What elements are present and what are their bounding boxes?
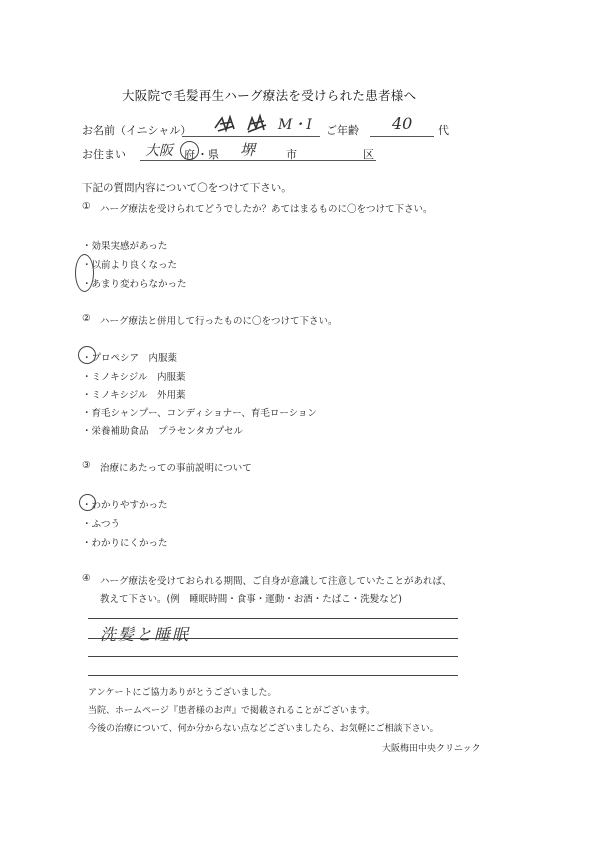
answer-line bbox=[88, 618, 458, 619]
answer-line bbox=[88, 638, 458, 639]
age-underline bbox=[370, 136, 434, 137]
clinic-name: 大阪梅田中央クリニック bbox=[382, 744, 481, 754]
q4-text-line1: ハーグ療法を受けておられる期間、ご自身が意識して注意していたことがあれば、 bbox=[100, 576, 452, 587]
page-title: 大阪院で毛髪再生ハーグ療法を受けられた患者様へ bbox=[122, 88, 417, 103]
q2-selection-circle bbox=[78, 346, 96, 364]
instruction-text: 下記の質問内容について〇をつけて下さい。 bbox=[82, 182, 292, 194]
name-underline bbox=[182, 136, 320, 137]
q4-answer: 洗髪と睡眠 bbox=[100, 625, 191, 644]
age-value: 40 bbox=[392, 114, 413, 133]
q3-option: ・わかりやすかった bbox=[82, 500, 168, 511]
prefecture-ken: ・県 bbox=[197, 148, 219, 161]
q1-number: ① bbox=[82, 201, 91, 212]
q2-option: ・育毛シャンプー、コンディショナー、育毛ローション bbox=[82, 408, 317, 419]
prefecture-fu: 府 bbox=[184, 148, 195, 161]
q1-text: ハーグ療法を受けられてどうでしたか？あてはまるものに〇をつけて下さい。 bbox=[100, 204, 433, 215]
address-city: 堺 bbox=[240, 141, 256, 159]
q1-option: ・効果実感があった bbox=[82, 241, 168, 252]
q1-option: ・以前より良くなった bbox=[82, 260, 178, 271]
age-label: ご年齢 bbox=[326, 124, 359, 137]
q2-option: ・プロペシア 内服薬 bbox=[82, 353, 178, 364]
q4-text-line2: 教えて下さい。(例 睡眠時間・食事・運動・お酒・たばこ・洗髪など) bbox=[100, 594, 402, 605]
thanks-text: アンケートにご協力ありがとうございました。 bbox=[88, 688, 277, 698]
city-unit: 市 bbox=[286, 148, 297, 161]
notice-text: 当院、ホームページ『患者様のお声』で掲載されることがございます。 bbox=[88, 706, 376, 716]
age-unit: 代 bbox=[438, 124, 449, 137]
scribble-mark bbox=[212, 112, 272, 136]
q4-number: ④ bbox=[82, 573, 91, 584]
q3-selection-circle bbox=[79, 494, 96, 511]
q3-text: 治療にあたっての事前説明について bbox=[100, 463, 252, 474]
address-underline bbox=[140, 160, 376, 161]
ward-unit: 区 bbox=[363, 148, 374, 161]
q2-text: ハーグ療法と併用して行ったものに〇をつけて下さい。 bbox=[100, 316, 338, 327]
answer-line bbox=[88, 675, 458, 676]
q2-number: ② bbox=[82, 313, 91, 324]
q1-option: ・あまり変わらなかった bbox=[82, 279, 187, 290]
contact-text: 今後の治療について、何か分からない点などございましたら、お気軽にご相談下さい。 bbox=[88, 724, 439, 734]
name-initials: M・I bbox=[278, 117, 312, 133]
q2-option: ・ミノキシジル 内服薬 bbox=[82, 372, 186, 383]
q1-selection-circle bbox=[75, 254, 94, 292]
q2-option: ・ミノキシジル 外用薬 bbox=[82, 390, 186, 401]
q3-option: ・ふつう bbox=[82, 519, 121, 530]
answer-line bbox=[88, 656, 458, 657]
q3-option: ・わかりにくかった bbox=[82, 538, 168, 549]
address-label: お住まい bbox=[82, 148, 126, 161]
q3-number: ③ bbox=[82, 460, 91, 471]
name-label: お名前（イニシャル） bbox=[82, 124, 192, 137]
address-prefecture: 大阪 bbox=[145, 143, 173, 159]
q2-option: ・栄養補助食品 プラセンタカプセル bbox=[82, 426, 244, 437]
